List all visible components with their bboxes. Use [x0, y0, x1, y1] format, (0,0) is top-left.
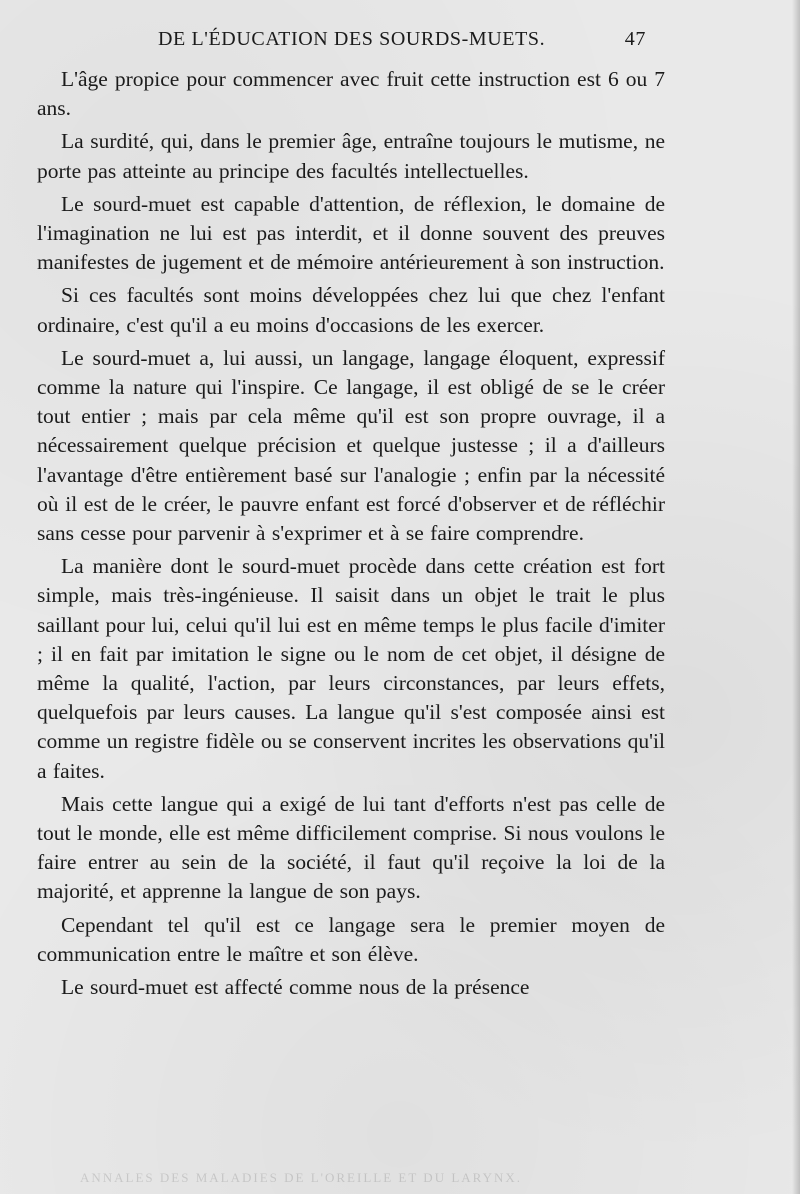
paragraph: L'âge propice pour commencer avec fruit cette instruction est 6 ou 7 ans. [37, 67, 665, 121]
bleed-through-text: ANNALES DES MALADIES DE L'OREILLE ET DU LARYNX. [80, 1170, 523, 1185]
paragraph: Si ces facultés sont moins développées chez lui que chez l'enfant ordinaire, c'est qu'il a eu moins d'occasions de les exercer. [37, 283, 665, 337]
paragraph: Le sourd-muet est capable d'attention, de réflexion, le domaine de l'imagination ne lui est pas interdit, et il donne souvent des preuves manifestes de jugement et de mémoire antérieurement à son instruction. [37, 191, 665, 275]
paragraph: Le sourd-muet est affecté comme nous de la présence [61, 975, 530, 1000]
paragraph: La manière dont le sourd-muet procède dans cette création est fort simple, mais très-ingénieuse. Il saisit dans un objet le trait le plus saillant pour lui, celui qu'il lui est en même temps le plus facile d'imiter ; il en fait par imitation le signe ou le nom de cet objet, il désigne de même la qualité, l'action, par leurs circonstances, par leurs effets, quelquefois par leurs causes. La langue qu'il s'est composée ainsi est comme un registre fidèle ou se conservent incrites les observations qu'il a faites. [37, 554, 665, 783]
page-edge-shadow [792, 0, 800, 1194]
body-text [37, 65, 665, 1006]
paragraph: La surdité, qui, dans le premier âge, entraîne toujours le mutisme, ne porte pas atteinte au principe des facultés intellectuelles. [37, 129, 665, 183]
paragraph: Mais cette langue qui a exigé de lui tant d'efforts n'est pas celle de tout le monde, elle est même difficilement comprise. Si nous voulons le faire entrer au sein de la société, il faut qu'il reçoive la loi de la majorité, et apprenne la langue de son pays. [37, 791, 665, 904]
paragraph: Le sourd-muet a, lui aussi, un langage, langage éloquent, expressif comme la nature qui l'inspire. Ce langage, il est obligé de se le créer tout entier ; mais par cela même qu'il est son propre ouvrage, il a nécessairement quelque précision et quelque justesse ; il a d'ailleurs l'avantage d'être entièrement basé sur l'analogie ; enfin par la nécessité où il est de le créer, le pauvre enfant est forcé d'observer et de réfléchir sans cesse pour parvenir à s'exprimer et à se faire comprendre. [37, 345, 665, 546]
running-title: DE L'ÉDUCATION DES SOURDS-MUETS. [158, 28, 546, 50]
paragraph: Cependant tel qu'il est ce langage sera le premier moyen de communication entre le maître et son élève. [37, 912, 665, 966]
page-number: 47 [624, 28, 646, 50]
running-head [138, 28, 668, 58]
